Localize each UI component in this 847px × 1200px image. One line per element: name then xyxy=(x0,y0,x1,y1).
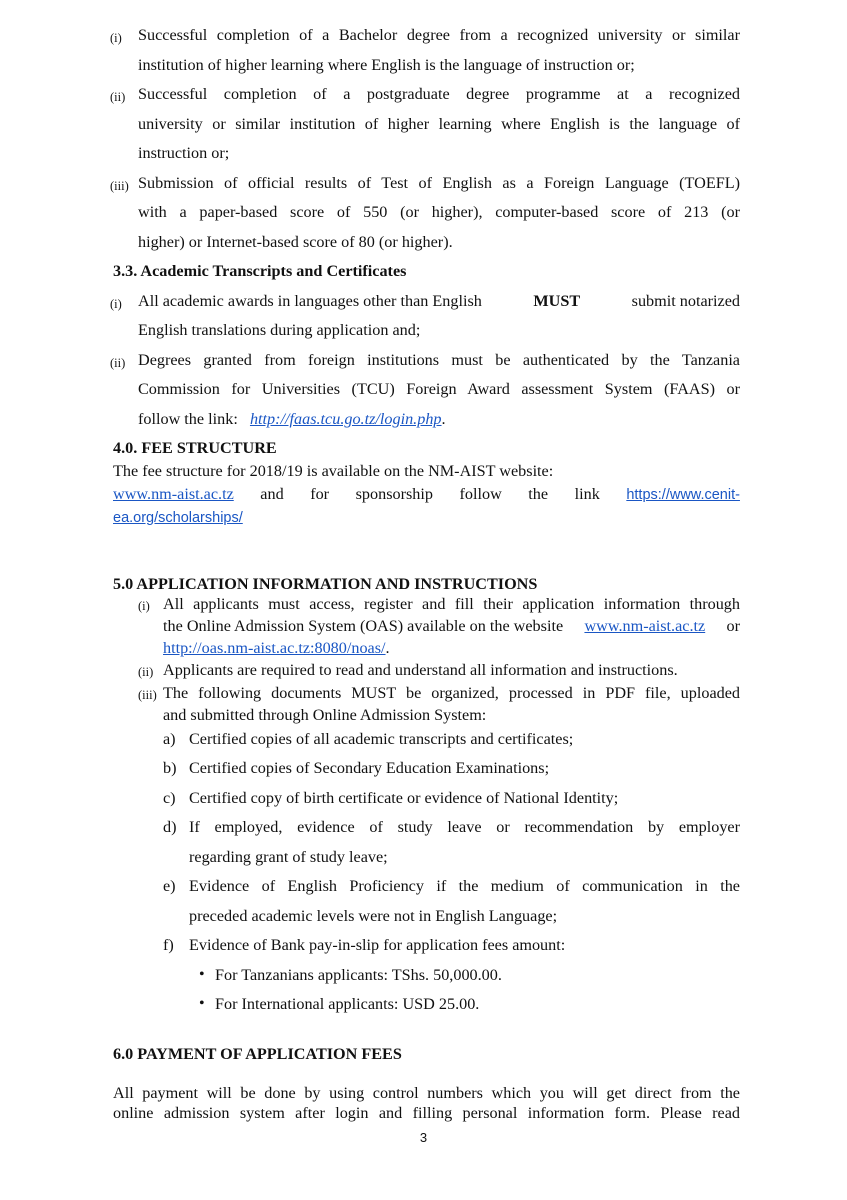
english-item-iii-line-1: Submission of official results of Test of English as a Foreign Language (TOEFL) xyxy=(138,174,740,192)
transcripts-item-ii-line-3 xyxy=(138,410,446,429)
bullet-icon: • xyxy=(199,966,205,983)
faas-link[interactable]: http://faas.tcu.go.tz/login.php xyxy=(249,410,442,428)
list-marker: (ii) xyxy=(110,356,126,370)
english-item-i-line-1: Successful completion of a Bachelor degree from a recognized university or similar xyxy=(138,26,740,44)
period: . xyxy=(441,410,446,428)
list-marker: (i) xyxy=(110,297,122,311)
list-marker: (i) xyxy=(110,31,122,45)
english-item-iii-line-3: higher) or Internet-based score of 80 (or higher). xyxy=(138,233,453,251)
nm-aist-website-link[interactable]: www.nm-aist.ac.tz xyxy=(584,617,706,635)
transcripts-item-i-tail: submit notarized xyxy=(631,292,740,310)
section-heading-payment: 6.0 PAYMENT OF APPLICATION FEES xyxy=(113,1045,402,1063)
period: . xyxy=(385,639,390,657)
transcripts-item-i-line-2: English translations during application and; xyxy=(138,321,421,339)
english-item-ii-line-1: Successful completion of a postgraduate degree programme at a recognized xyxy=(138,85,740,103)
section-heading-transcripts: 3.3. Academic Transcripts and Certificates xyxy=(113,262,407,280)
list-marker: f) xyxy=(163,936,174,954)
oas-description: the Online Admission System (OAS) available on the website xyxy=(163,617,564,635)
list-marker: (ii) xyxy=(138,665,154,679)
doc-item-f: Evidence of Bank pay-in-slip for application fees amount: xyxy=(189,936,566,954)
doc-item-e-line-2: preceded academic levels were not in English Language; xyxy=(189,907,558,925)
word: for xyxy=(310,485,330,503)
list-marker: b) xyxy=(163,759,177,777)
english-item-iii-line-2: with a paper-based score of 550 (or higher), computer-based score of 213 (or xyxy=(138,203,740,221)
nm-aist-website-link[interactable]: www.nm-aist.ac.tz xyxy=(113,485,234,503)
cenit-scholarships-link[interactable]: https://www.cenit- xyxy=(626,487,740,503)
page-number: 3 xyxy=(419,1130,428,1145)
section-heading-application: 5.0 APPLICATION INFORMATION AND INSTRUCTIONS xyxy=(113,575,538,593)
list-marker: c) xyxy=(163,789,176,807)
list-marker: d) xyxy=(163,818,177,836)
application-item-ii-line-1: Applicants are required to read and understand all information and instructions. xyxy=(163,661,678,679)
oas-link[interactable]: http://oas.nm-aist.ac.tz:8080/noas/ xyxy=(163,639,386,657)
application-item-iii-line-1: The following documents MUST be organized, processed in PDF file, uploaded xyxy=(163,684,740,702)
application-item-i-line-2 xyxy=(163,617,740,636)
transcripts-item-i-text: All academic awards in languages other than English xyxy=(138,292,482,310)
application-item-iii-line-2: and submitted through Online Admission System: xyxy=(163,706,487,724)
doc-item-a: Certified copies of all academic transcripts and certificates; xyxy=(189,730,574,748)
list-marker: (iii) xyxy=(138,688,157,702)
word: the xyxy=(528,485,549,503)
application-item-i-line-1: All applicants must access, register and fill their application information through xyxy=(163,595,740,613)
doc-item-d-line-1: If employed, evidence of study leave or recommendation by employer xyxy=(189,818,740,836)
payment-line-1: All payment will be done by using control numbers which you will get direct from the xyxy=(113,1084,740,1102)
fee-links-line-2 xyxy=(113,508,243,527)
fee-structure-text: The fee structure for 2018/19 is available on the NM-AIST website: xyxy=(113,462,554,480)
list-marker: (iii) xyxy=(110,179,129,193)
list-marker: (ii) xyxy=(110,90,126,104)
fee-international: For International applicants: USD 25.00. xyxy=(215,995,480,1013)
word: follow xyxy=(459,485,502,503)
payment-line-2: online admission system after login and filling personal information form. Please read xyxy=(113,1104,740,1122)
section-heading-fee-structure: 4.0. FEE STRUCTURE xyxy=(113,439,277,457)
doc-item-b: Certified copies of Secondary Education Examinations; xyxy=(189,759,550,777)
application-item-i-line-3 xyxy=(163,639,390,658)
english-item-ii-line-2: university or similar institution of higher learning where English is the language of xyxy=(138,115,740,133)
transcripts-item-i-line-1 xyxy=(138,292,740,311)
list-marker: (i) xyxy=(138,599,150,613)
follow-link-text: follow the link: xyxy=(138,410,238,428)
word: and xyxy=(260,485,284,503)
fee-tanzanian: For Tanzanians applicants: TShs. 50,000.00. xyxy=(215,966,502,984)
english-item-i-line-2: institution of higher learning where English is the language of instruction or; xyxy=(138,56,635,74)
doc-item-c: Certified copy of birth certificate or evidence of National Identity; xyxy=(189,789,619,807)
list-marker: e) xyxy=(163,877,176,895)
bullet-icon: • xyxy=(199,995,205,1012)
transcripts-item-ii-line-1: Degrees granted from foreign institutions must be authenticated by the Tanzania xyxy=(138,351,740,369)
word: or xyxy=(726,617,740,635)
english-item-ii-line-3: instruction or; xyxy=(138,144,230,162)
transcripts-item-ii-line-2: Commission for Universities (TCU) Foreign Award assessment System (FAAS) or xyxy=(138,380,740,398)
must-emphasis: MUST xyxy=(533,292,581,310)
word: link xyxy=(574,485,600,503)
doc-item-e-line-1: Evidence of English Proficiency if the medium of communication in the xyxy=(189,877,740,895)
list-marker: a) xyxy=(163,730,176,748)
cenit-scholarships-link-cont[interactable]: ea.org/scholarships/ xyxy=(113,510,243,526)
doc-item-d-line-2: regarding grant of study leave; xyxy=(189,848,388,866)
fee-links-line xyxy=(113,485,740,504)
word: sponsorship xyxy=(355,485,433,503)
